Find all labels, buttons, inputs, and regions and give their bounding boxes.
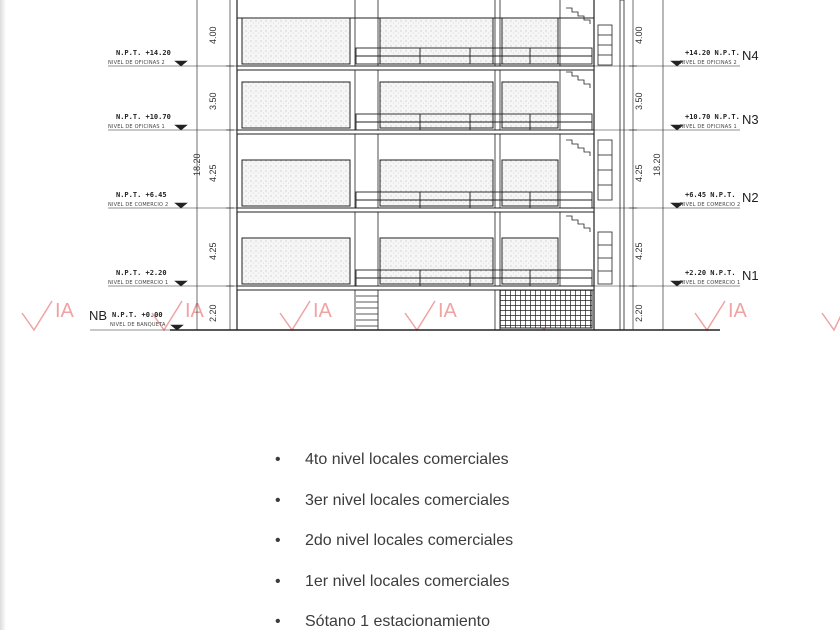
watermark-text: IA xyxy=(728,300,747,322)
dim-left: 2.20 xyxy=(208,304,218,322)
dim-left: 3.50 xyxy=(208,92,218,110)
level-tag: N2 xyxy=(742,190,759,205)
list-item: • 3er nivel locales comerciales xyxy=(270,481,513,522)
npt-label: +6.45 N.P.T. xyxy=(685,191,736,199)
dim-right: 2.20 xyxy=(634,304,644,322)
dim-total-left: 18.20 xyxy=(192,153,202,176)
npt-label: +2.20 N.P.T. xyxy=(685,269,736,277)
level-note: NIVEL DE BANQUETA xyxy=(110,322,166,328)
watermark-text: IA xyxy=(185,300,204,322)
list-item: • 4to nivel locales comerciales xyxy=(270,440,513,481)
basement xyxy=(356,290,592,328)
npt-label: N.P.T. +2.20 xyxy=(116,269,167,277)
level-note: NIVEL DE COMERCIO 2 xyxy=(108,202,169,208)
npt-label: N.P.T. +10.70 xyxy=(116,113,171,121)
dim-right: 4.00 xyxy=(634,26,644,44)
dim-right: 4.25 xyxy=(634,164,644,182)
dim-right: 3.50 xyxy=(634,92,644,110)
level-note: NIVEL DE OFICINAS 1 xyxy=(680,124,737,130)
npt-label: N.P.T. +14.20 xyxy=(116,49,171,57)
dim-total-right: 18.20 xyxy=(652,153,662,176)
levels-list xyxy=(270,440,513,643)
npt-label: N.P.T. +6.45 xyxy=(116,191,167,199)
level-note: NIVEL DE COMERCIO 1 xyxy=(680,280,741,286)
level-note: NIVEL DE OFICINAS 2 xyxy=(108,60,165,66)
level-tag: N4 xyxy=(742,48,759,63)
watermark-text: IA xyxy=(438,300,457,322)
list-item: • Sótano 1 estacionamiento xyxy=(270,602,513,643)
list-item: • 1er nivel locales comerciales xyxy=(270,562,513,603)
dim-left: 4.00 xyxy=(208,26,218,44)
watermark-text: IA xyxy=(313,300,332,322)
level-note: NIVEL DE OFICINAS 2 xyxy=(680,60,737,66)
window-panels xyxy=(242,18,558,284)
dim-right: 4.25 xyxy=(634,242,644,260)
npt-label: +14.20 N.P.T. xyxy=(685,49,740,57)
level-note: NIVEL DE COMERCIO 2 xyxy=(680,202,741,208)
level-note: NIVEL DE COMERCIO 1 xyxy=(108,280,169,286)
dim-left: 4.25 xyxy=(208,164,218,182)
level-tag: N3 xyxy=(742,112,759,127)
npt-label: +10.70 N.P.T. xyxy=(685,113,740,121)
watermark-logo xyxy=(405,300,458,330)
stair-core xyxy=(566,0,624,330)
level-tag: N1 xyxy=(742,268,759,283)
watermark-logo xyxy=(280,300,333,330)
watermark-logo xyxy=(22,300,75,330)
watermark-text: IA xyxy=(55,300,74,322)
watermark-logo xyxy=(695,300,748,330)
level-note: NIVEL DE OFICINAS 1 xyxy=(108,124,165,130)
list-item: • 2do nivel locales comerciales xyxy=(270,521,513,562)
dim-left: 4.25 xyxy=(208,242,218,260)
npt-label: N.P.T. +0.00 xyxy=(112,311,163,319)
level-labels-right xyxy=(680,48,759,286)
level-tag: NB xyxy=(89,308,108,323)
